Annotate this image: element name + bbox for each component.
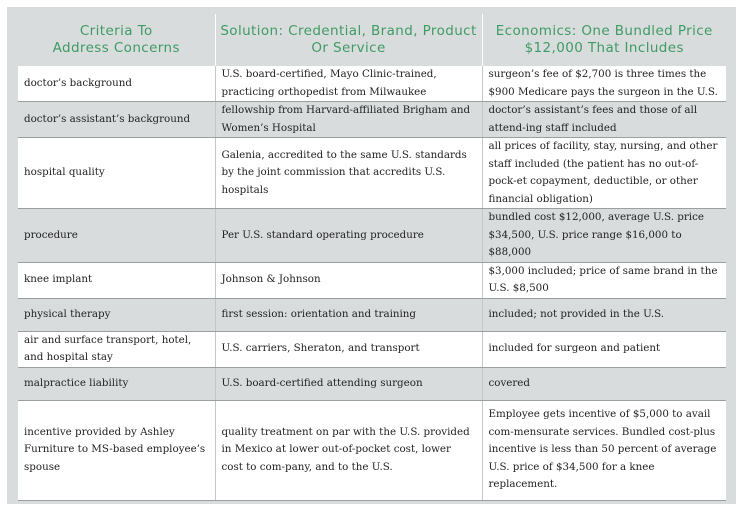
- criteria-cell: malpractice liability: [18, 367, 215, 400]
- header-criteria: Criteria To Address Concerns: [18, 14, 215, 66]
- criteria-cell: hospital quality: [18, 138, 215, 209]
- solution-cell: Per U.S. standard operating procedure: [215, 209, 482, 263]
- table-row: [18, 138, 726, 209]
- solution-cell: quality treatment on par with the U.S. provided in Mexico at lower out-of-pocket cost, lower cost to com-pany, and to the U.S.: [215, 400, 482, 500]
- table-frame: [7, 7, 736, 504]
- table-row: [18, 262, 726, 298]
- header-row: [18, 14, 726, 66]
- table-row: [18, 102, 726, 138]
- solution-cell: U.S. board-certified, Mayo Clinic-trained, practicing orthopedist from Milwaukee: [215, 66, 482, 102]
- solution-cell: U.S. board-certified attending surgeon: [215, 367, 482, 400]
- table-row: [18, 298, 726, 331]
- solution-cell: first session: orientation and training: [215, 298, 482, 331]
- criteria-cell: doctor’s assistant’s background: [18, 102, 215, 138]
- criteria-cell: air and surface transport, hotel, and hospital stay: [18, 331, 215, 367]
- criteria-cell: procedure: [18, 209, 215, 263]
- header-economics: Economics: One Bundled Price $12,000 That Includes: [482, 14, 726, 66]
- table-row: [18, 367, 726, 400]
- criteria-cell: physical therapy: [18, 298, 215, 331]
- table-row: [18, 400, 726, 500]
- solution-cell: Galenia, accredited to the same U.S. standards by the joint commission that accredits U.S. hospitals: [215, 138, 482, 209]
- criteria-cell: knee implant: [18, 262, 215, 298]
- solution-cell: U.S. carriers, Sheraton, and transport: [215, 331, 482, 367]
- table-row: [18, 209, 726, 263]
- economics-cell: doctor’s assistant’s fees and those of all attend-ing staff included: [482, 102, 726, 138]
- economics-cell: included for surgeon and patient: [482, 331, 726, 367]
- solution-cell: Johnson & Johnson: [215, 262, 482, 298]
- table-row: [18, 66, 726, 102]
- economics-cell: bundled cost $12,000, average U.S. price $34,500, U.S. price range $16,000 to $88,000: [482, 209, 726, 263]
- criteria-table: [18, 14, 726, 501]
- criteria-cell: doctor’s background: [18, 66, 215, 102]
- table-body: [18, 66, 726, 500]
- economics-cell: included; not provided in the U.S.: [482, 298, 726, 331]
- table-row: [18, 331, 726, 367]
- criteria-cell: incentive provided by Ashley Furniture to MS-based employee’s spouse: [18, 400, 215, 500]
- solution-cell: fellowship from Harvard-affiliated Brigham and Women’s Hospital: [215, 102, 482, 138]
- header-solution: Solution: Credential, Brand, Product Or Service: [215, 14, 482, 66]
- economics-cell: covered: [482, 367, 726, 400]
- economics-cell: surgeon’s fee of $2,700 is three times the $900 Medicare pays the surgeon in the U.S.: [482, 66, 726, 102]
- economics-cell: $3,000 included; price of same brand in the U.S. $8,500: [482, 262, 726, 298]
- economics-cell: Employee gets incentive of $5,000 to avail com-mensurate services. Bundled cost-plus incentive is less than 50 percent of average U.S. price of $34,500 for a knee replacement.: [482, 400, 726, 500]
- economics-cell: all prices of facility, stay, nursing, and other staff included (the patient has no out-of-pock-et copayment, deductible, or other financial obligation): [482, 138, 726, 209]
